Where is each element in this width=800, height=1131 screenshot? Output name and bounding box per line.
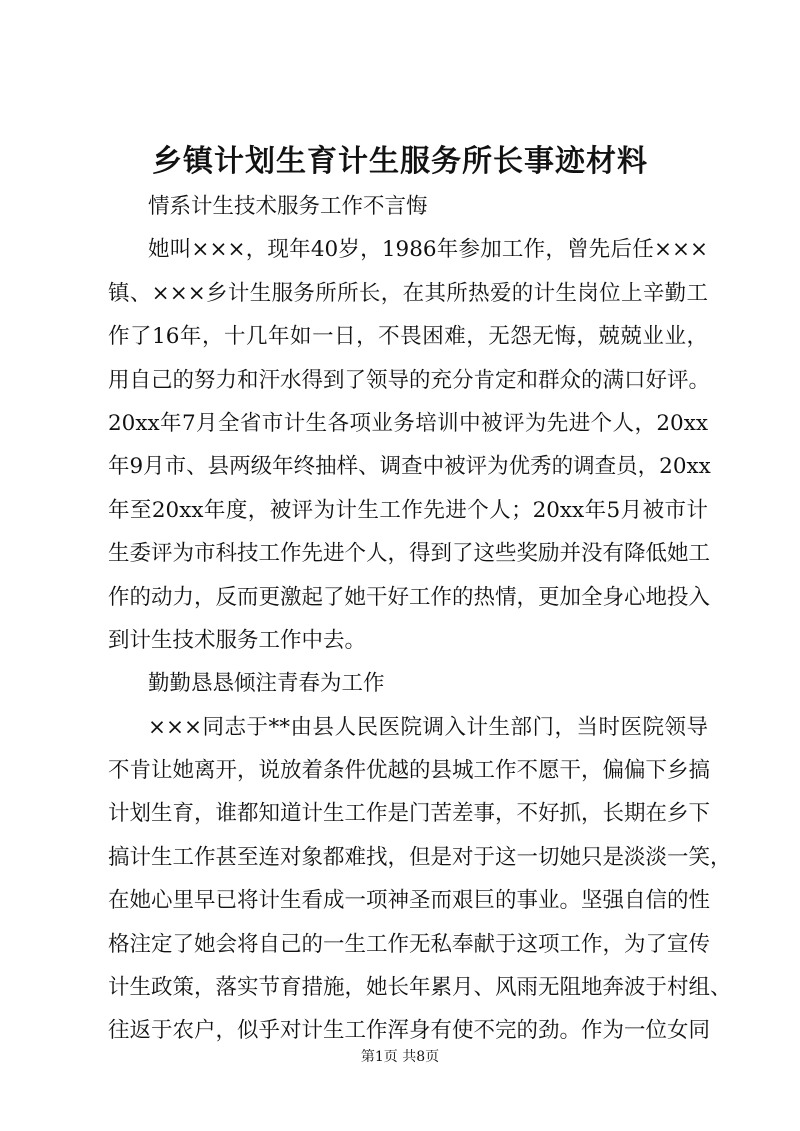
paragraph-line: 作了16年，十几年如一日，不畏困难，无怨无悔，兢兢业业，	[108, 324, 708, 350]
page-number-footer: 第1页 共8页	[360, 1049, 440, 1065]
paragraph-line: 格注定了她会将自己的一生工作无私奉献于这项工作，为了宣传	[108, 931, 711, 957]
section-heading: 勤勤恳恳倾注青春为工作	[148, 671, 385, 697]
paragraph-line: 计生政策，落实节育措施，她长年累月、风雨无阻地奔波于村组、	[108, 975, 732, 1001]
document-title: 乡镇计划生育计生服务所长事迹材料	[152, 144, 648, 179]
paragraph-line: 搞计生工作甚至连对象都难找，但是对于这一切她只是淡淡一笑，	[108, 844, 732, 870]
paragraph-line: 镇、×××乡计生服务所所长，在其所热爱的计生岗位上辛勤工	[108, 280, 708, 306]
paragraph-line: 计划生育，谁都知道计生工作是门苦差事，不好抓，长期在乡下	[108, 801, 711, 827]
paragraph-line: 用自己的努力和汗水得到了领导的充分肯定和群众的满口好评。	[108, 367, 711, 393]
paragraph-line: 到计生技术服务工作中去。	[108, 627, 367, 653]
paragraph-line: 20xx年7月全省市计生各项业务培训中被评为先进个人，20xx	[108, 410, 708, 436]
paragraph-line: 不肯让她离开，说放着条件优越的县城工作不愿干，偏偏下乡搞	[108, 758, 711, 784]
paragraph-line: 年至20xx年度，被评为计生工作先进个人；20xx年5月被市计	[108, 497, 708, 523]
paragraph-line: 在她心里早已将计生看成一项神圣而艰巨的事业。坚强自信的性	[108, 888, 711, 914]
document-body	[108, 185, 732, 1053]
section-heading: 情系计生技术服务工作不言悔	[148, 194, 428, 219]
paragraph-line: 往返于农户，似乎对计生工作浑身有使不完的劲。作为一位女同	[108, 1018, 711, 1044]
paragraph-line: 生委评为市科技工作先进个人，得到了这些奖励并没有降低她工	[108, 541, 711, 567]
paragraph-line: 年9月市、县两级年终抽样、调查中被评为优秀的调查员，20xx	[108, 454, 711, 480]
paragraph-line: 作的动力，反而更激起了她干好工作的热情，更加全身心地投入	[108, 584, 711, 610]
paragraph-line: 她叫×××，现年40岁，1986年参加工作，曾先后任×××	[148, 237, 708, 263]
paragraph-line: ×××同志于**由县人民医院调入计生部门，当时医院领导	[148, 714, 708, 740]
